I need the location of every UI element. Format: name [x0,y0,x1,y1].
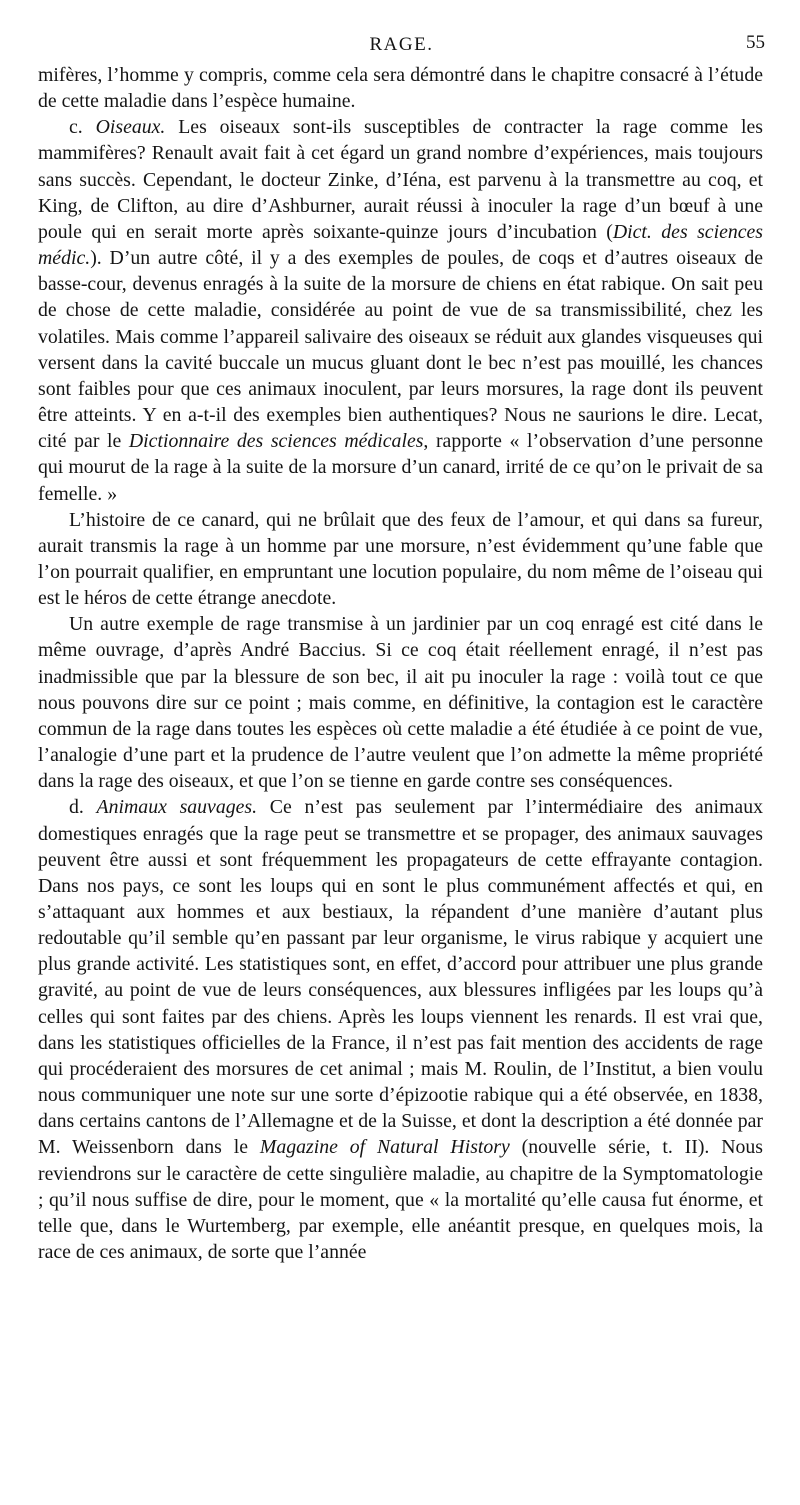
section-heading-oiseaux: Oiseaux. [95,116,166,139]
paragraph-oiseaux [38,114,763,506]
paragraph-canard: L’histoire de ce canard, qui ne brûlait que des feux de l’amour, et qui dans sa fureur, aurait transmis la rage à un homme par une morsure, n’est évidemment qu’une fable que l’on pourrait qualifier, en empruntant une locution populaire, du nom même de l’oiseau qui est le héros de cette étrange anecdote. [38,508,763,610]
citation: Dictionnaire des sciences médicales [128,430,424,453]
section-letter: c. [69,116,96,139]
paragraph-text: Les oiseaux sont-ils susceptibles de contracter la rage comme les mammifères? Renault avait fait à cet égard un grand nombre d’expériences, mais toujours sans succès. Cependant, le docteur Zinke, d’Iéna, est parvenu à la transmettre au coq, et King, de Clifton, au dire d’Ashburner, aurait réussi à inoculer la rage d’un bœuf à une poule qui en serait morte après soixante-quinze jours d’incubation ( [38,116,763,243]
paragraph-continued: mifères, l’homme y compris, comme cela sera démontré dans le chapitre consacré à l’étude de cette maladie dans l’espèce humaine. [38,64,763,113]
citation: Magazine of Natural History [259,1136,510,1159]
running-head [38,32,765,58]
paragraph-text: , rapporte « l’observation d’une personne qui mourut de la rage à la suite de la morsure d’un canard, irrité de ce qu’on le privait de sa femelle. » [38,430,763,505]
section-letter: d. [69,796,97,819]
citation: Dict. des sciences médic. [38,220,763,270]
paragraph-animaux-sauvages [38,794,763,1265]
bleed-through-line [80,1466,780,1472]
paragraph-jardinier: Un autre exemple de rage transmise à un jardinier par un coq enragé est cité dans le même ouvrage, d’après André Baccius. Si ce coq était réellement enragé, il n’est pas inadmissible que par la blessure de son bec, il ait pu inoculer la rage : voilà tout ce que nous pouvons dire sur ce point ; mais comme, en définitive, la contagion est le caractère commun de la rage dans toutes les espèces où cette maladie a été étudiée à ce point de vue, l’analogie d’une part et la prudence de l’autre veulent que l’on admette la même propriété dans la rage des oiseaux, et que l’on se tienne en garde contre ses conséquences. [38,613,763,793]
paragraph-text: ). D’un autre côté, il y a des exemples de poules, de coqs et d’autres oiseaux de basse-cour, devenus enragés à la suite de la morsure de chiens en état rabique. On sait peu de chose de cette maladie, considérée au point de vue de sa transmissibilité, chez les volatiles. Mais comme l’appareil salivaire des oiseaux se réduit aux glandes visqueuses qui versent dans la cavité buccale un mucus gluant dont le bec n’est pas mouillé, les chances sont faibles pour que ces animaux inoculent, par leurs morsures, la rage dont ils peuvent être atteints. Y en a-t-il des exemples bien authentiques? Nous ne saurions le dire. Lecat, cité par le [38,247,763,453]
running-head-title: RAGE. [369,34,434,55]
paragraph-text: Ce n’est pas seulement par l’intermédiaire des animaux domestiques enragés que la rage peut se transmettre et se propager, des animaux sauvages peuvent être aussi et sont fréquemment les propagateurs de cette effrayante contagion. Dans nos pays, ce sont les loups qui en sont le plus communément affectés et qui, en s’attaquant aux hommes et aux bestiaux, la répandent d’une manière d’autant plus redoutable qu’il semble qu’en passant par leur organisme, le virus rabique y acquiert une plus grande activité. Les statistiques sont, en effet, d’accord pour attribuer une plus grande gravité, au point de vue de leurs conséquences, aux blessures infligées par les loups qu’à celles qui sont faites par des chiens. Après les loups viennent les renards. Il est vrai que, dans les statistiques officielles de la France, il n’est pas fait mention des accidents de rage qui procéderaient des morsures de cet animal ; mais M. Roulin, de l’Institut, a bien voulu nous communiquer une note sur une sorte d’épizootie rabique qui a été observée, en 1838, dans certains cantons de l’Allemagne et de la Suisse, et dont la description a été donnée par M. Weissenborn dans le [38,796,763,1159]
page-number: 55 [746,32,765,53]
paragraph-text: (nouvelle série, t. II). Nous reviendrons sur le caractère de cette singulière maladie, au chapitre de la Symptomatologie ; qu’il nous suffise de dire, pour le moment, que « la mortalité qu’elle causa fut énorme, et telle que, dans le Wurtemberg, par exemple, elle anéantit presque, en quelques mois, la race de ces animaux, de sorte que l’année [38,1136,763,1264]
body-text [38,62,763,1265]
section-heading-animaux-sauvages: Animaux sauvages. [96,796,258,819]
